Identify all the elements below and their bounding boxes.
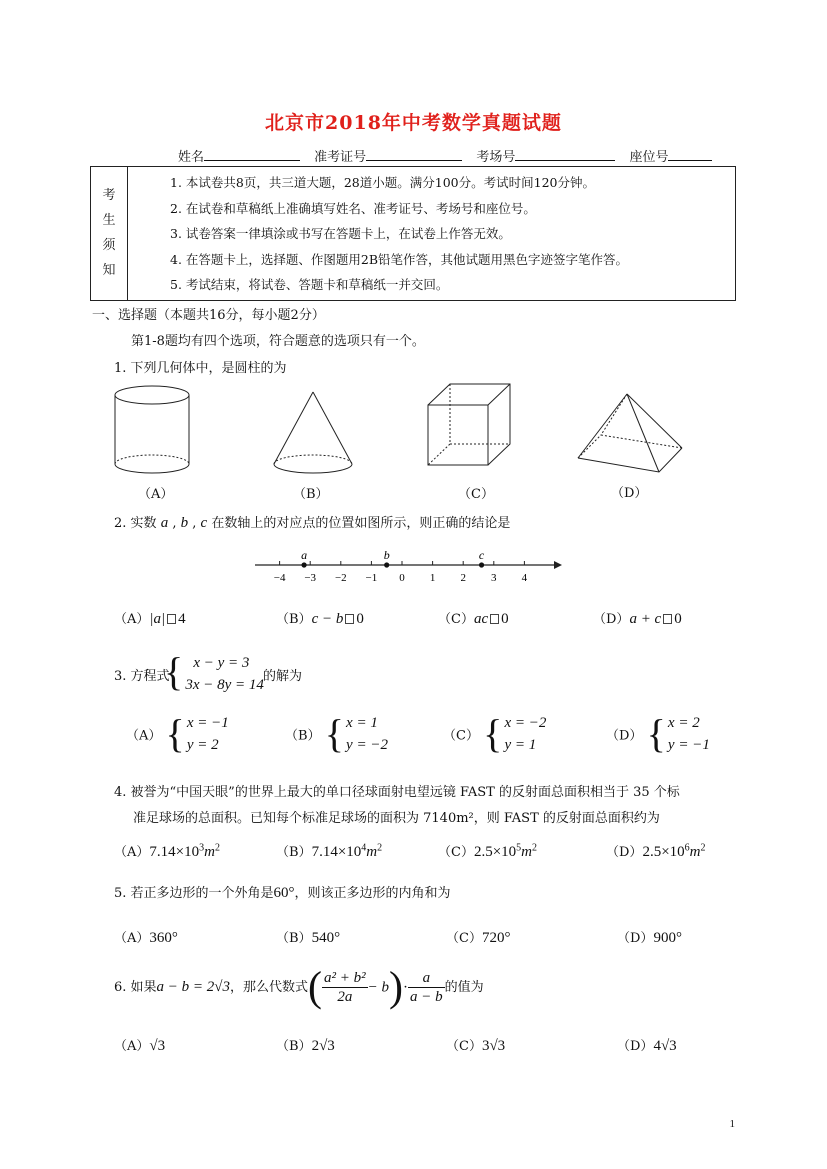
q3-option-a[interactable]: （A） { x = −1 y = 2	[126, 711, 229, 756]
number-line-tick-label: −1	[365, 572, 378, 584]
notice-item: 5. 考试结束，将试卷、答题卡和草稿纸一并交回。	[170, 277, 449, 292]
name-label: 姓名	[178, 150, 205, 165]
q6-option-c[interactable]: （C）3√3	[446, 1038, 506, 1054]
q1-label-d: （D）	[611, 486, 648, 501]
q2-option-d[interactable]: （D）a + c 0	[593, 611, 682, 627]
q4-option-a[interactable]: $(A)7.14\times 10^3m^2$	[114, 842, 220, 860]
question-4-line1: 4. 被誉为“中国天眼”的世界上最大的单口径球面射电望远镜 FAST 的反射面总面积相当于 35 个标	[114, 785, 680, 800]
q5-option-c[interactable]: （C）720°	[446, 930, 511, 946]
pyramid-figure	[578, 394, 682, 472]
number-line-tick-label: 3	[491, 572, 497, 584]
solids-figure	[100, 380, 720, 482]
q1-label-c: （C）	[458, 487, 494, 502]
page-number: 1	[729, 1118, 735, 1130]
number-line-point-a	[301, 562, 306, 567]
q6-option-b[interactable]: （B）2√3	[276, 1038, 335, 1054]
number-line-tick-label: −3	[304, 572, 317, 584]
q5-option-b[interactable]: （B）540°	[276, 930, 341, 946]
number-line-tick-label: −2	[334, 572, 347, 584]
section-note: 第1-8题均有四个选项，符合题意的选项只有一个。	[131, 334, 425, 349]
number-line-tick-label: 2	[460, 572, 466, 584]
question-5-stem: 5. 若正多边形的一个外角是60°，则该正多边形的内角和为	[114, 885, 451, 901]
seat-field[interactable]	[668, 149, 712, 161]
number-line-point-label: b	[383, 548, 390, 562]
number-line-point-b	[384, 562, 389, 567]
cone-figure	[274, 392, 352, 473]
notice-box	[90, 166, 736, 301]
candidate-info	[178, 146, 712, 165]
q1-label-b: （B）	[293, 487, 329, 502]
room-field[interactable]	[515, 149, 615, 161]
number-line-tick-label: 1	[429, 572, 436, 584]
q3-option-c[interactable]: （C） { x = −2 y = 1	[443, 711, 547, 756]
q3-option-b[interactable]: （B） { x = 1 y = −2	[285, 711, 388, 756]
number-line-point-c	[479, 562, 484, 567]
q3-option-d[interactable]: （D） { x = 2 y = −1	[606, 711, 710, 756]
notice-side-label: 考 生 须 知	[91, 167, 128, 301]
q3-system: { x − y = 3 3x − 8y = 14	[164, 649, 264, 694]
question-4-line2: 准足球场的总面积。已知每个标准足球场的面积为 7140m²，则 FAST 的反射面总面积约为	[133, 811, 660, 826]
q2-option-c[interactable]: （C）ac 0	[438, 611, 509, 627]
number-line-point-label: a	[301, 548, 308, 562]
question-2-stem: 2. 实数 a , b , c 在数轴上的对应点的位置如图所示，则正确的结论是	[114, 515, 511, 531]
notice-item: 2. 在试卷和草稿纸上准确填写姓名、准考证号、考场号和座位号。	[170, 200, 536, 216]
cube-figure	[428, 384, 510, 465]
room-label: 考场号	[476, 150, 516, 165]
q4-option-d[interactable]: $(D)2.5\times 10^6m^2$	[606, 842, 706, 860]
name-field[interactable]	[204, 149, 300, 161]
q2-option-b[interactable]: （B）c − b 0	[276, 611, 364, 627]
question-3-stem-a: 3. 方程式	[114, 669, 170, 684]
notice-item: 4. 在答题卡上，选择题、作图题用2B铅笔作答，其他试题用黑色字迹签字笔作答。	[170, 251, 629, 267]
q2-option-a[interactable]: （A）|a| 4	[114, 611, 186, 627]
exam-id-label: 准考证号	[314, 150, 367, 165]
page-title: 北京市2018年中考数学真题试题	[265, 112, 562, 134]
number-line-tick-label: −4	[273, 572, 286, 584]
number-line-point-label: c	[478, 548, 485, 562]
notice-item: 3. 试卷答案一律填涂或书写在答题卡上，在试卷上作答无效。	[170, 226, 511, 241]
number-line-arrow	[554, 561, 562, 569]
question-1-stem: 1. 下列几何体中，是圆柱的为	[114, 361, 287, 376]
q5-option-a[interactable]: （A）360°	[114, 930, 178, 946]
section-heading: 一、选择题（本题共16分，每小题2分）	[92, 308, 325, 323]
q4-option-b[interactable]: $(B)7.14\times 10^4m^2$	[276, 842, 383, 860]
number-line-tick-label: 4	[521, 572, 528, 584]
number-line-tick-label: 0	[399, 572, 405, 584]
exam-id-field[interactable]	[366, 149, 462, 161]
number-line	[250, 545, 570, 587]
question-3-stem-b: 的解为	[263, 669, 303, 684]
notice-item: 1. 本试卷共8页，共三道大题，28道小题。满分100分。考试时间120分钟。	[170, 175, 595, 190]
notice-items	[128, 167, 736, 301]
question-6-stem: 6. 如果a − b = 2√3，那么代数式( $\frac{\text{a² + b²}}{2a}$ − b)· $\frac{a}{a - b}$ 的值为	[114, 964, 484, 1011]
cylinder-figure	[115, 386, 189, 473]
q1-label-a: （A）	[138, 487, 174, 502]
q6-option-a[interactable]: （A）√3	[114, 1038, 166, 1054]
q4-option-c[interactable]: $(C)2.5\times 10^5m^2$	[438, 842, 538, 860]
seat-label: 座位号	[629, 150, 669, 165]
q5-option-d[interactable]: （D）900°	[617, 930, 682, 946]
q6-option-d[interactable]: （D）4√3	[617, 1038, 677, 1054]
